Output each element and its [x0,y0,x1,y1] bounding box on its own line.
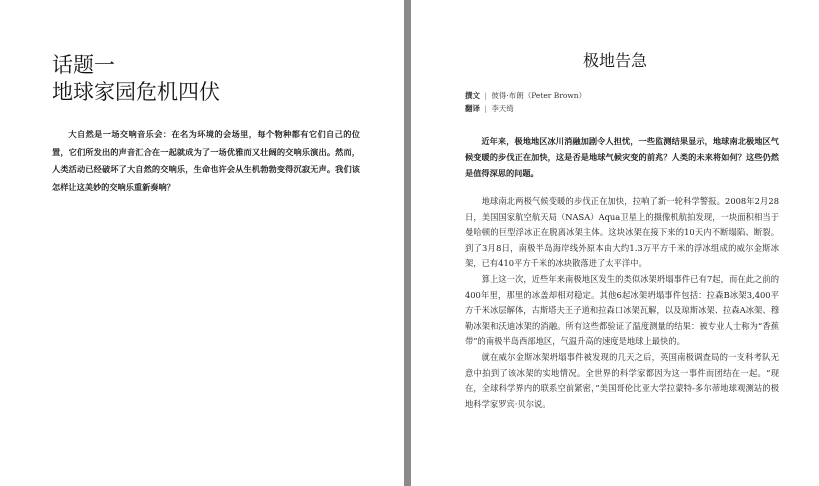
byline [465,89,586,115]
author-name: 彼得·布朗（Peter Brown） [491,91,587,100]
translator-name: 李天绮 [491,104,514,113]
byline-separator: | [484,104,487,113]
article-body [465,194,779,412]
article-abstract: 近年来，极地地区冰川消融加剧令人担忧，一些监测结果显示，地球南北极地区气候变暖的步伐正在加快，这是否是地球气候灾变的前兆？人类的未来将如何？这些仍然是值得深思的问题。 [465,136,779,178]
body-paragraph: 地球南北两极气候变暖的步伐正在加快，拉响了新一轮科学警报。2008年2月28日，美国国家航空航天局（NASA）Aqua卫星上的摄像机航拍发现，一块面积相当于曼哈顿的巨型浮冰正在脱离冰架主体。这块冰架在接下来的10天内不断塌陷、断裂。到了3月8日，南极半岛海岸线外原本由大约1.3万平方千米的浮冰组成的威尔金斯冰架，已有410平方千米的冰块散落进了太平洋中。 [465,196,779,269]
article-title: 极地告急 [582,51,647,70]
chapter-heading [52,52,220,106]
author-row [465,89,586,102]
right-page [411,0,819,486]
translator-label: 翻译 [465,104,480,113]
body-paragraph: 就在威尔金斯冰架坍塌事件被发现的几天之后，英国南极调查局的一支科考队无意中拍到了该冰架的实地情况。全世界的科学家都因为这一事件而团结在一起。“现在，全球科学界内的联系空前紧密，”美国哥伦比亚大学拉蒙特-多尔蒂地球观测站的极地科学家罗宾·贝尔说。 [465,351,779,409]
page-gutter [404,0,411,486]
body-paragraph: 算上这一次，近些年来南极地区发生的类似冰架坍塌事件已有7起，而在此之前的400年里，那里的冰盖却相对稳定。其他6起冰架坍塌事件包括：拉森B冰架3,400平方千米冰层解体，古斯塔夫王子道和拉森口冰架瓦解，以及琼斯冰架、拉森A冰架、穆勒冰架和沃迪冰架的消融。所有这些都验证了温度测量的结果：被专业人士称为“香蕉带”的南极半岛西部地区，气温升高的速度是地球上最快的。 [465,273,779,347]
chapter-title: 地球家园危机四伏 [52,80,220,104]
left-page [0,0,404,486]
chapter-label: 话题一 [52,53,115,77]
chapter-intro: 大自然是一场交响音乐会：在名为环境的会场里，每个物种都有它们自己的位置，它们所发出的声音汇合在一起就成为了一场优雅而又壮阔的交响乐演出。然而，人类活动已经破坏了大自然的交响乐，生命也许会从生机勃勃变得沉寂无声。我们该怎样让这美妙的交响乐重新奏响？ [52,129,360,192]
byline-separator: | [484,91,487,100]
author-label: 撰文 [465,91,480,100]
translator-row [465,102,586,115]
